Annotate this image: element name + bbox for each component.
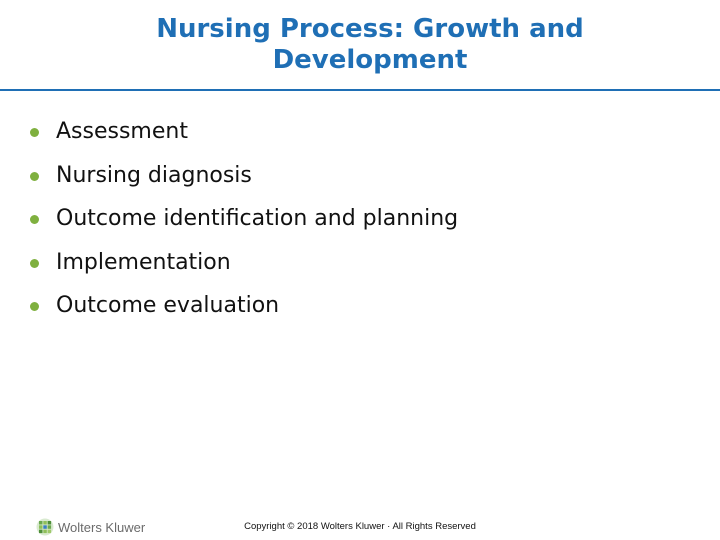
list-item [30,114,458,158]
bullet-dot-icon [30,302,39,311]
list-item [30,158,458,202]
bullet-text: Outcome identification and planning [56,206,459,231]
wolters-kluwer-logo [36,517,145,537]
wolters-kluwer-logo-icon [36,518,54,536]
list-item [30,288,458,332]
bullet-dot-icon [30,215,39,224]
title-area [0,0,720,89]
bullet-dot-icon [30,259,39,268]
bullet-text: Implementation [56,249,231,275]
bullet-text: Nursing diagnosis [56,162,252,188]
slide-title: Nursing Process: Growth and Development [156,14,584,75]
bullet-dot-icon [30,172,39,181]
copyright-text: Copyright © 2018 Wolters Kluwer · All Rights Reserved [244,521,476,532]
bullet-text: Outcome evaluation [56,293,280,318]
bullet-list [30,114,458,332]
list-item [30,245,458,289]
logo-text: Wolters Kluwer [58,519,146,535]
bullet-text: Assessment [56,119,188,144]
title-divider [0,89,720,91]
list-item [30,201,458,245]
bullet-dot-icon [30,128,39,137]
